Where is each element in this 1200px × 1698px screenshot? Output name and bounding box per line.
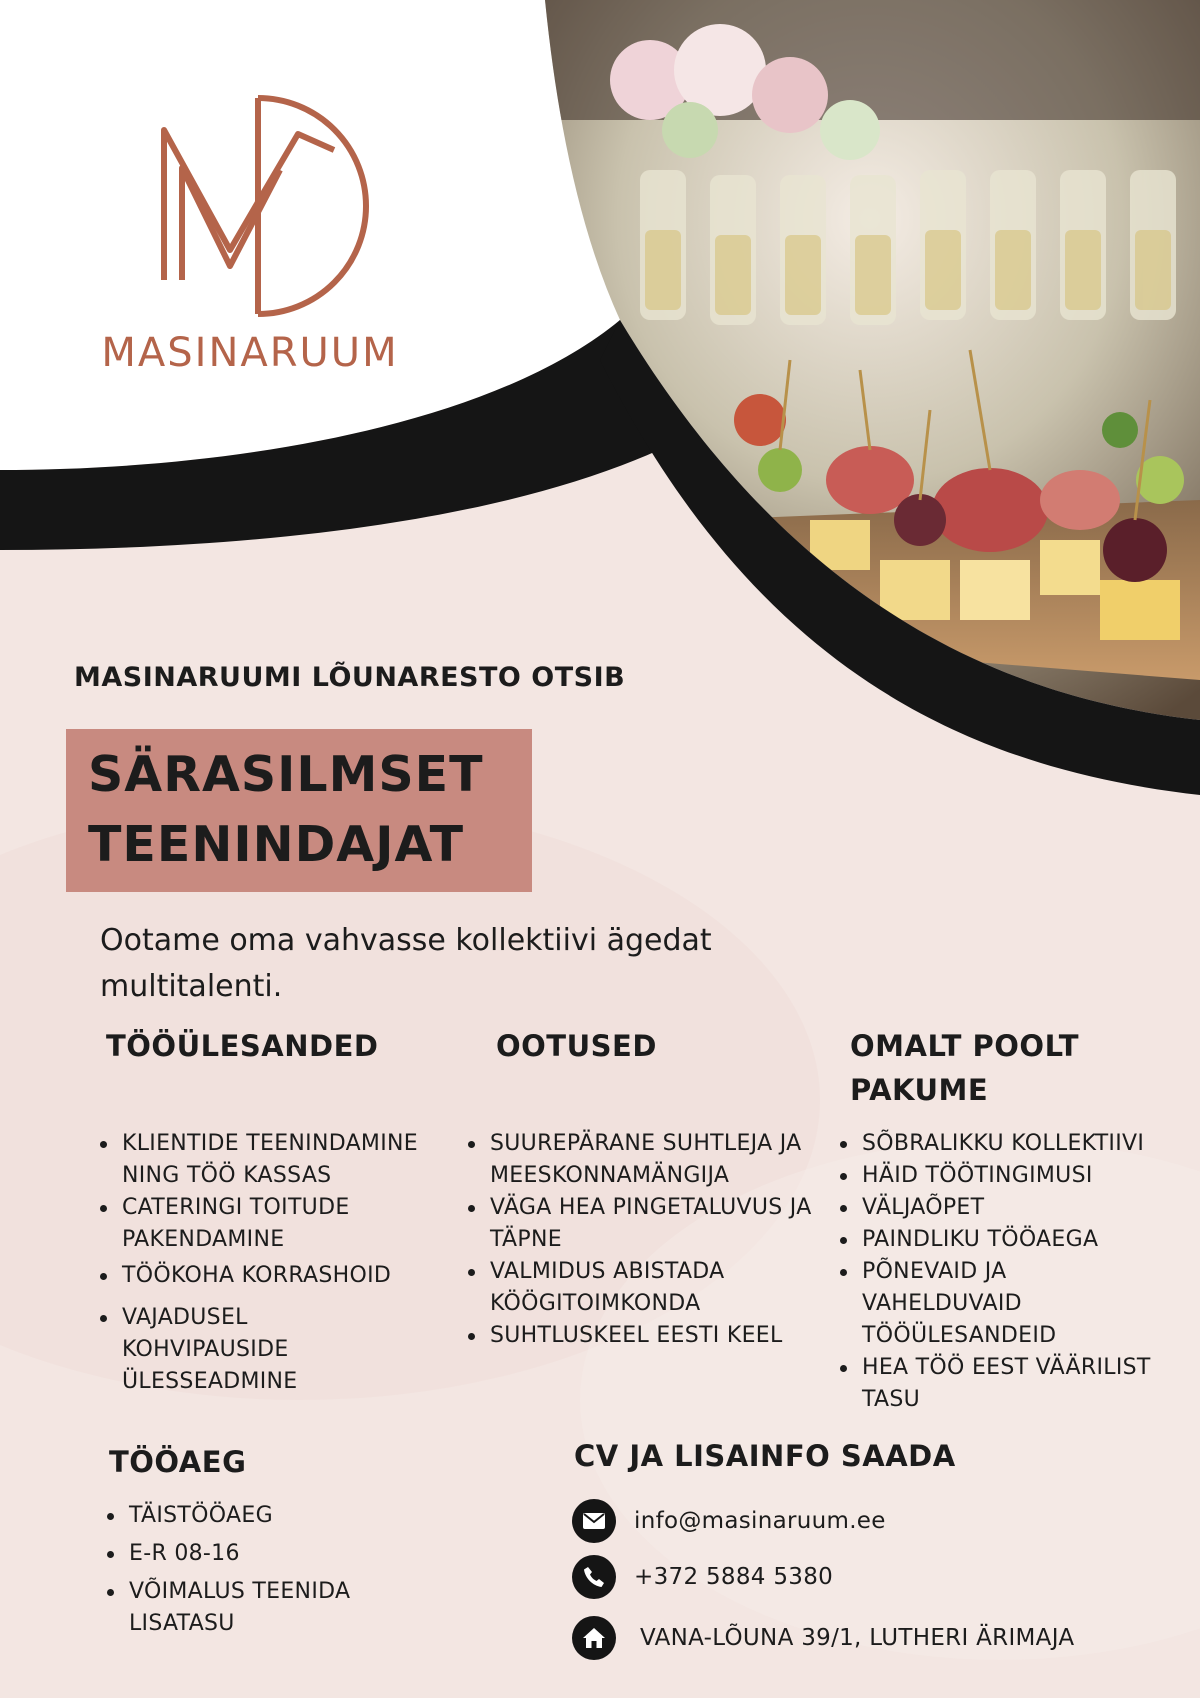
list-item: TÄISTÖÖAEG [107, 1500, 397, 1532]
offer-title: OMALT POOLT PAKUME [850, 1029, 1080, 1107]
list-item: VALMIDUS ABISTADA KÖÖGITOIMKONDA [468, 1256, 823, 1320]
list-item: VÄGA HEA PINGETALUVUS JA TÄPNE [468, 1192, 823, 1256]
tasks-title: TÖÖÜLESANDED [106, 1029, 379, 1063]
contact-title: CV JA LISAINFO SAADA [574, 1439, 956, 1473]
list-item: VÕIMALUS TEENIDA LISATASU [107, 1576, 369, 1640]
expectations-title: OOTUSED [496, 1029, 657, 1063]
list-item: KLIENTIDE TEENINDAMINE NING TÖÖ KASSAS [100, 1128, 450, 1192]
phone-icon [572, 1555, 616, 1599]
tagline: MASINARUUMI LÕUNARESTO OTSIB [74, 662, 626, 693]
offer-list [840, 1128, 1185, 1416]
hours-list [107, 1500, 397, 1640]
address-text: VANA-LÕUNA 39/1, LUTHERI ÄRIMAJA [640, 1625, 1075, 1651]
list-item: CATERINGI TOITUDE PAKENDAMINE [100, 1192, 450, 1256]
brand-logo [100, 90, 400, 376]
list-item: SUUREPÄRANE SUHTLEJA JA MEESKONNAMÄNGIJA [468, 1128, 823, 1192]
brand-name: MASINARUUM [101, 330, 399, 376]
list-item: E-R 08-16 [107, 1538, 397, 1570]
list-item: SUHTLUSKEEL EESTI KEEL [468, 1320, 823, 1352]
address-row [572, 1616, 1074, 1660]
logo-monogram-icon [130, 90, 370, 320]
email-link[interactable]: info@masinaruum.ee [634, 1508, 886, 1534]
phone-link[interactable]: +372 5884 5380 [634, 1564, 834, 1590]
list-item: PAINDLIKU TÖÖAEGA [840, 1224, 1185, 1256]
list-item: PÕNEVAID JA VAHELDUVAID TÖÖÜLESANDEID [840, 1256, 1092, 1352]
mail-icon [572, 1499, 616, 1543]
list-item: TÖÖKOHA KORRASHOID [100, 1260, 450, 1292]
list-item: SÕBRALIKKU KOLLEKTIIVI [840, 1128, 1185, 1160]
expectations-list [468, 1128, 823, 1352]
phone-row[interactable] [572, 1555, 833, 1599]
headline [88, 740, 484, 880]
list-item: HÄID TÖÖTINGIMUSI [840, 1160, 1185, 1192]
list-item: VÄLJAÕPET [840, 1192, 1185, 1224]
list-item: HEA TÖÖ EEST VÄÄRILIST TASU [840, 1352, 1185, 1416]
email-row[interactable] [572, 1499, 886, 1543]
list-item: VAJADUSEL KOHVIPAUSIDE ÜLESSEADMINE [100, 1302, 342, 1398]
headline-line-2: TEENINDAJAT [88, 816, 464, 873]
tasks-list [100, 1128, 450, 1398]
intro-text: Ootame oma vahvasse kollektiivi ägedat multitalenti. [100, 923, 712, 1004]
hours-title: TÖÖAEG [109, 1445, 247, 1479]
home-icon [572, 1616, 616, 1660]
headline-line-1: SÄRASILMSET [88, 746, 484, 803]
